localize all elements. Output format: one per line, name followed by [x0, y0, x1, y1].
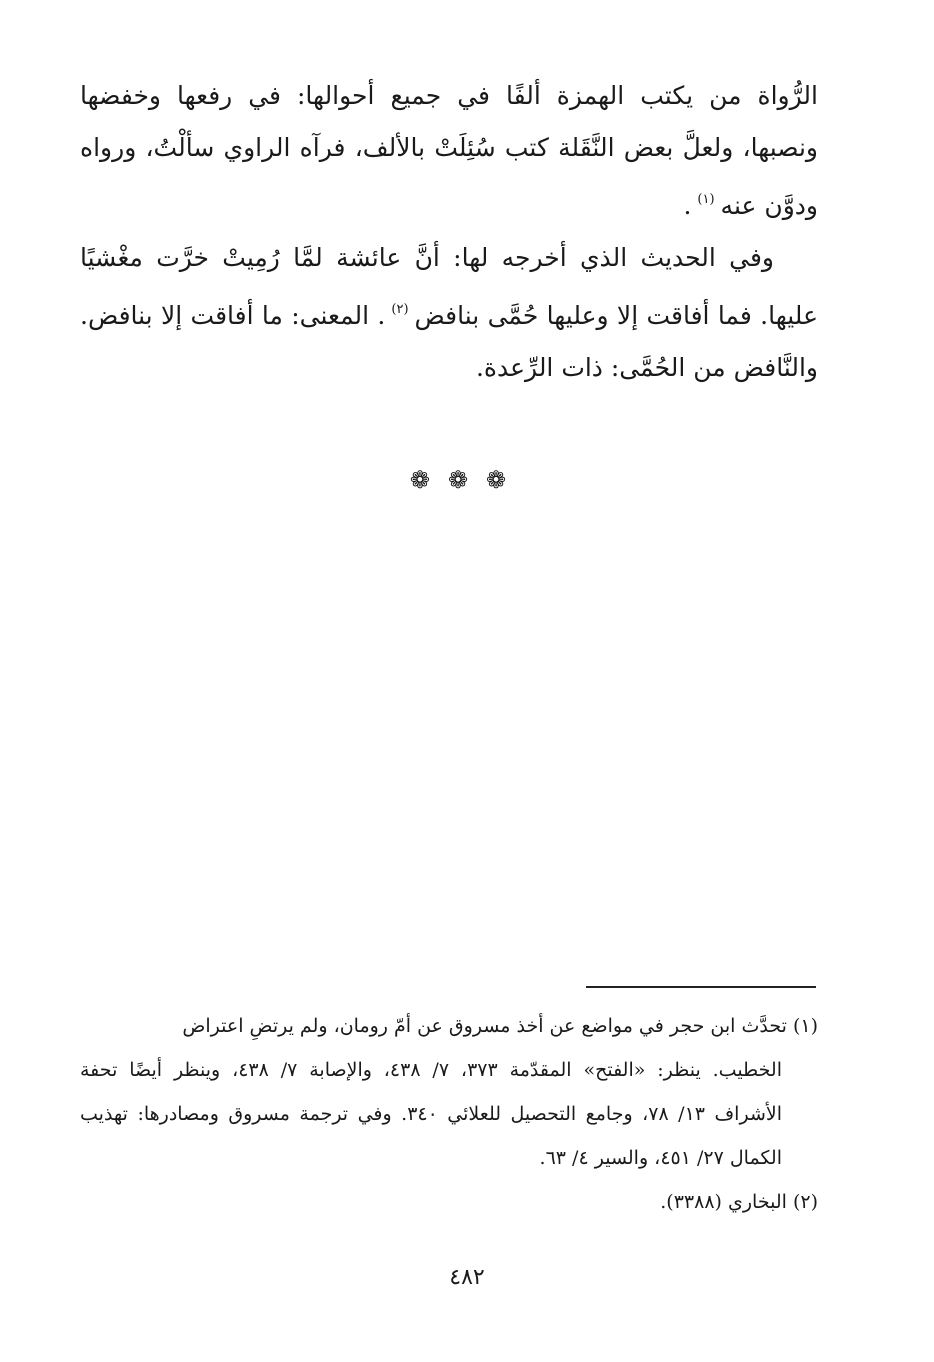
footnote-ref-1[interactable]: (١): [697, 192, 715, 207]
paragraph-2-part2: . المعنى: ما أفاقت إلا بنافض. والنَّافض من الحُمَّى: ذات الرِّعدة.: [80, 301, 818, 382]
ornament-icon: ❁: [447, 466, 487, 494]
paragraph-1: [80, 70, 818, 232]
paragraph-1-end: .: [683, 191, 692, 220]
ornament-icon: ❁: [409, 466, 448, 494]
footnote-2-text: (٢) البخاري (٣٣٨٨).: [660, 1191, 818, 1213]
section-separator: [0, 466, 934, 494]
paragraph-1-text: الرُّواة من يكتب الهمزة ألفًا في جميع أحوالها: في رفعها وخفضها ونصبها، ولعلَّ بعض النَّقَلة كتب سُئِلَتْ بالألف، فرآه الراوي سألْتُ، ورواه ودوَّن عنه: [80, 81, 818, 220]
ornament-icon: ❁: [486, 466, 525, 494]
footnote-2: [80, 1180, 818, 1224]
page-number: ٤٨٢: [449, 1265, 485, 1290]
paragraph-2-part1: وفي الحديث الذي أخرجه لها: أنَّ عائشة لمَّا رُمِيتْ خرَّت مغْشيًا عليها. فما أفاقت إلا وعليها حُمَّى بنافض: [80, 243, 819, 330]
footnote-ref-2[interactable]: (٢): [391, 302, 409, 317]
footnote-divider: [586, 986, 816, 988]
paragraph-2: [80, 232, 818, 394]
footnote-1: [80, 1004, 818, 1048]
footnote-1-first-line: (١) تحدَّث ابن حجر في مواضع عن أخذ مسروق عن أمّ رومان، ولم يرتضِ اعتراض: [182, 1015, 818, 1037]
footnotes: [80, 1004, 818, 1224]
footnote-1-continuation: الخطيب. ينظر: «الفتح» المقدّمة ٣٧٣، ٧/ ٤٣٨، والإصابة ٧/ ٤٣٨، وينظر أيضًا تحفة الأشراف ١٣/ ٧٨، وجامع التحصيل للعلائي ٣٤٠. وفي ترجمة مسروق ومصادرها: تهذيب الكمال ٢٧/ ٤٥١، والسير ٤/ ٦٣.: [80, 1059, 782, 1169]
